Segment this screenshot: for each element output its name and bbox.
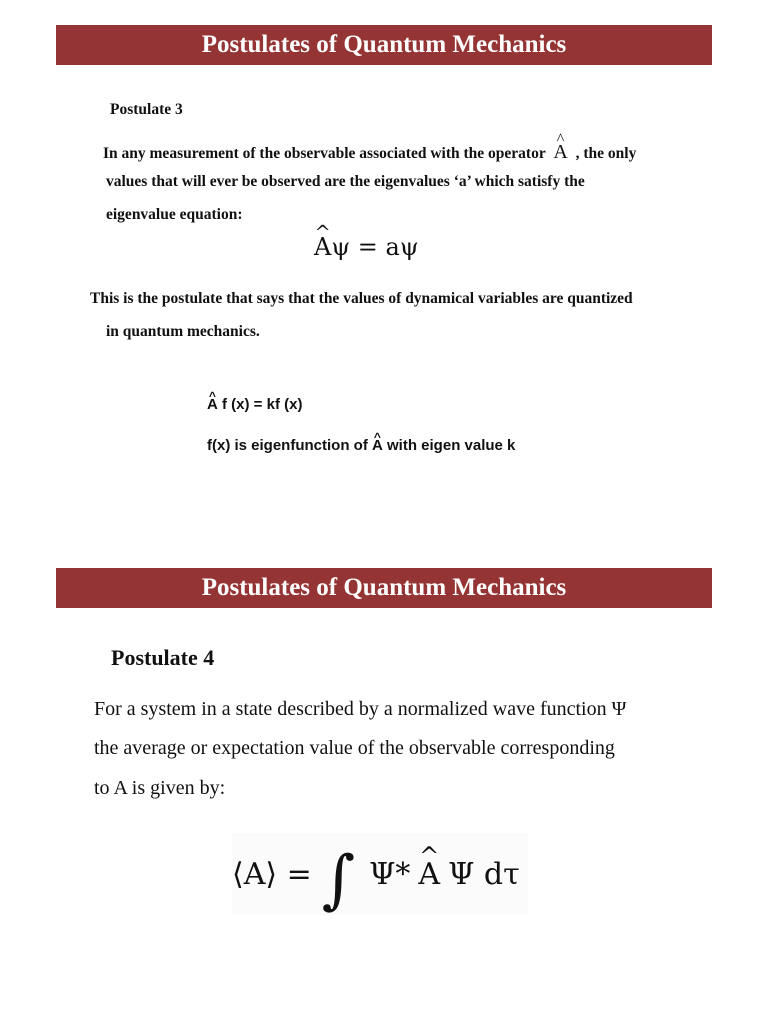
formula-psi-star: Ψ* bbox=[369, 856, 411, 892]
postulate-4-line3: to A is given by: bbox=[94, 777, 226, 799]
eigen-function-statement bbox=[207, 437, 515, 454]
postulate-3-line2: values that will ever be observed are the eigenvalues ‘a’ which satisfy the bbox=[106, 173, 585, 190]
eigen-eq-rest: ψ = aψ bbox=[331, 233, 419, 261]
eigenvalue-equation bbox=[314, 233, 419, 261]
slide1-title: Postulates of Quantum Mechanics bbox=[201, 31, 567, 58]
postulate-3-line3: eigenvalue equation: bbox=[106, 206, 243, 223]
para1-line1-b: , the only bbox=[575, 145, 637, 162]
slide2-title-banner bbox=[56, 568, 712, 608]
slide1-title-banner bbox=[56, 25, 712, 65]
postulate-3-note-line2: in quantum mechanics. bbox=[106, 323, 260, 340]
eigen-eq-operator: ^ A bbox=[314, 233, 331, 261]
integral-sign: ∫ bbox=[321, 843, 356, 917]
operator-a-hat: ^ A bbox=[553, 141, 567, 164]
postulate-4-label: Postulate 4 bbox=[111, 645, 215, 670]
postulate-3-label: Postulate 3 bbox=[110, 101, 183, 118]
expectation-value-formula bbox=[232, 833, 528, 915]
formula-operator: ^ A bbox=[418, 857, 440, 892]
slide2-title: Postulates of Quantum Mechanics bbox=[201, 574, 567, 601]
postulate-4-line1: For a system in a state described by a normalized wave function Ψ bbox=[94, 698, 627, 720]
eq3-b: with eigen value k bbox=[387, 437, 516, 454]
formula-tail: Ψ dτ bbox=[448, 856, 520, 892]
eigen-function-equation bbox=[207, 396, 302, 413]
postulate-3-note-line1: This is the postulate that says that the values of dynamical variables are quantized bbox=[90, 290, 633, 307]
formula-lhs: ⟨A⟩ = bbox=[232, 856, 312, 892]
postulate-3-line1 bbox=[103, 141, 636, 164]
para1-line1-a: In any measurement of the observable associated with the operator bbox=[103, 145, 546, 162]
eq3-operator: ^ A bbox=[372, 437, 383, 454]
eq3-a: f(x) is eigenfunction of bbox=[207, 437, 368, 454]
postulate-4-line2: the average or expectation value of the observable corresponding bbox=[94, 737, 615, 759]
eq2-rest: f (x) = kf (x) bbox=[222, 396, 303, 413]
eq2-operator: ^ A bbox=[207, 396, 218, 413]
